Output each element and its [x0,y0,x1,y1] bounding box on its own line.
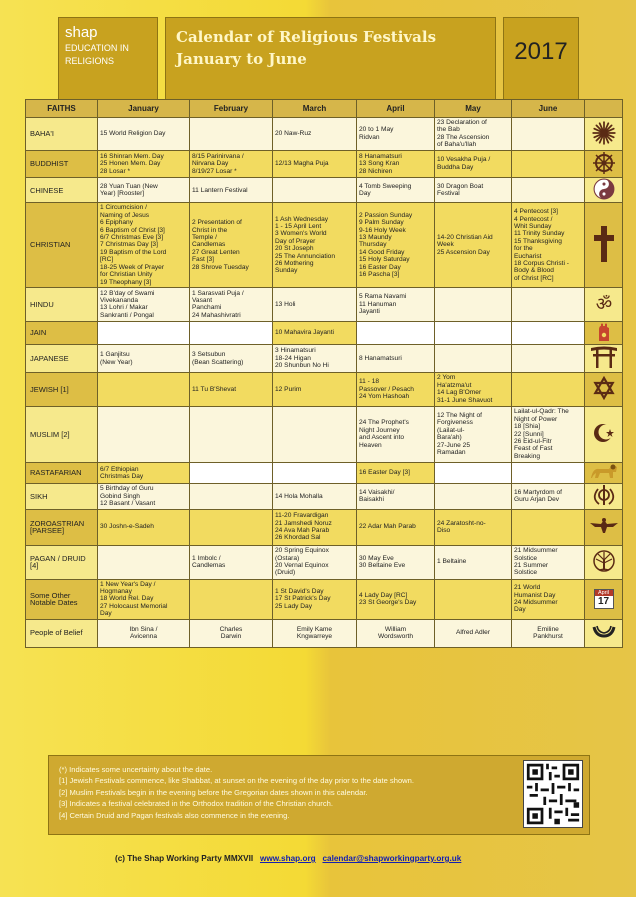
table-row [26,345,623,372]
festival-cell: 10 Mahavira Jayanti [273,321,357,344]
yin-yang-icon [585,178,623,203]
cross-icon [585,203,623,287]
col-header-january: January [98,100,190,118]
shap-logo [58,17,158,101]
star-of-david-icon [585,372,623,406]
festival-cell: 12 B'day of Swami Vivekananda 13 Lohri / Makar Sankranti / Pongal [98,287,190,321]
festival-cell: Emiline Pankhurst [512,619,585,647]
table-row [26,321,623,344]
table-row [26,619,623,647]
svg-text:ॐ: ॐ [595,294,612,315]
festival-cell: 5 Rama Navami 11 Hanuman Jayanti [357,287,435,321]
festival-cell: 8 Hanamatsuri 13 Song Kran 28 Nichiren [357,150,435,177]
note: [3] Indicates a festival celebrated in the Orthodox tradition of the Christian church. [59,799,333,809]
header-row [26,100,623,118]
festival-cell [273,406,357,462]
faith-name: RASTAFARIAN [26,462,98,483]
festival-cell: 20 Spring Equinox (Ostara) 20 Vernal Equinox (Druid) [273,545,357,579]
lion-icon [585,462,623,483]
festival-cell: 11 Lantern Festival [190,178,273,203]
calendar-month: April [595,590,613,596]
festival-cell: 1 Ganjitsu (New Year) [98,345,190,372]
festival-cell: 1 Circumcision / Naming of Jesus 6 Epiphany 6 Baptism of Christ [3] 6/7 Christmas Eve [3] 7 Christmas Day [3] 19 Baptism of the Lord [RC] 18-25 Week of Prayer for Christian Unity 19 Theophany [3] [98,203,190,287]
table-row [26,462,623,483]
festival-cell [435,287,512,321]
festival-table [25,99,623,648]
faith-name: MUSLIM [2] [26,406,98,462]
festival-cell [190,118,273,151]
festival-cell: 1 Beltaine [435,545,512,579]
festival-cell [98,372,190,406]
footer-credit: (c) The Shap Working Party MMXVII [115,854,254,863]
festival-cell [98,406,190,462]
page-title [165,17,496,101]
festival-cell: 4 Lady Day [RC] 23 St George's Day [357,579,435,619]
festival-cell [435,484,512,509]
festival-cell [98,321,190,344]
table-row [26,484,623,509]
festival-cell: 28 Yuan Tuan (New Year) [Rooster] [98,178,190,203]
festival-cell: 1 Sarasvati Puja / Vasant Panchami 24 Mahashivratri [190,287,273,321]
website-link[interactable]: www.shap.org [259,854,316,863]
faith-symbol [585,579,623,619]
festival-cell: 1 Ash Wednesday 1 - 15 April Lent 3 Women's World Day of Prayer 20 St Joseph 25 The Annunciation 26 Mothering Sunday [273,203,357,287]
festival-cell [512,345,585,372]
festival-cell: 5 Birthday of Guru Gobind Singh 12 Basant / Vasant [98,484,190,509]
festival-cell: 16 Easter Day [3] [357,462,435,483]
footer [115,854,585,863]
note: [2] Muslim Festivals begin in the evening before the Gregorian dates shown in this calendar. [59,787,368,797]
festival-cell: Alfred Adler [435,619,512,647]
col-header-february: February [190,100,273,118]
festival-cell [512,509,585,545]
festival-cell [435,579,512,619]
title-line-2: January to June [176,50,307,68]
hands-icon [585,619,623,647]
festival-cell [190,321,273,344]
festival-cell [357,321,435,344]
crescent-star-icon [585,406,623,462]
festival-cell [98,545,190,579]
faith-name: PAGAN / DRUID [4] [26,545,98,579]
festival-cell: 20 Naw-Ruz [273,118,357,151]
festival-cell: 6/7 Ethiopian Christmas Day [98,462,190,483]
festival-cell [512,118,585,151]
faith-name: JEWISH [1] [26,372,98,406]
festival-cell [190,462,273,483]
festival-cell: 16 Martyrdom of Guru Arjan Dev [512,484,585,509]
festival-cell [512,287,585,321]
festival-cell: 14 Hola Mohalla [273,484,357,509]
faith-name: CHRISTIAN [26,203,98,287]
festival-cell: 1 New Year's Day / Hogmanay 18 World Rel. Day 27 Holocaust Memorial Day [98,579,190,619]
col-header-faiths: FAITHS [26,100,98,118]
faith-name: JAIN [26,321,98,344]
festival-cell: 16 Shinran Mem. Day 25 Honen Mem. Day 28 Losar * [98,150,190,177]
festival-cell: 2 Presentation of Christ in the Temple / Candlemas 27 Great Lenten Fast [3] 28 Shrove Tuesday [190,203,273,287]
faith-name: ZOROASTRIAN [PARSEE] [26,509,98,545]
table-row [26,509,623,545]
festival-cell: 11 - 18 Passover / Pesach 24 Yom Hashoah [357,372,435,406]
festival-cell: 3 Setsubun (Bean Scattering) [190,345,273,372]
torii-gate-icon [585,345,623,372]
logo-name: shap [65,24,98,41]
faith-name: SIKH [26,484,98,509]
col-header-symbol [585,100,623,118]
star-icon [585,118,623,151]
email-link[interactable]: calendar@shapworkingparty.org.uk [322,854,462,863]
festival-cell [435,462,512,483]
festival-cell [435,345,512,372]
om-icon [585,287,623,321]
table-row [26,118,623,151]
dharma-wheel-icon [585,150,623,177]
festival-cell: Lailat-ul-Qadr: The Night of Power 18 [Shia] 22 [Sunni] 26 Eid-ul-Fitr Feast of Fast Breaking [512,406,585,462]
festival-cell: 15 World Religion Day [98,118,190,151]
festival-cell: 20 to 1 May Ridvan [357,118,435,151]
notes-box [48,755,590,835]
faith-name: People of Belief [26,619,98,647]
festival-cell [512,372,585,406]
logo-subtitle-1: EDUCATION IN [65,43,129,53]
faith-name: BUDDHIST [26,150,98,177]
note: [1] Jewish Festivals commence, like Shabbat, at sunset on the evening of the day prior to the date shown. [59,776,414,786]
logo-subtitle-2: RELIGIONS [65,56,115,66]
festival-cell: 4 Tomb Sweeping Day [357,178,435,203]
festival-cell: 2 Yom Ha'atzma'ut 14 Lag B'Omer 31-1 June Shavuot [435,372,512,406]
festival-cell [512,321,585,344]
festival-cell [435,321,512,344]
festival-cell: 11 Tu B'Shevat [190,372,273,406]
faravahar-icon [585,509,623,545]
col-header-may: May [435,100,512,118]
table-row [26,406,623,462]
festival-cell [190,509,273,545]
festival-cell: 8 Hanamatsuri [357,345,435,372]
festival-cell: 12 The Night of Forgiveness (Lailat-ul- Bara'ah) 27-June 25 Ramadan [435,406,512,462]
festival-cell: Ibn Sina / Avicenna [98,619,190,647]
festival-cell [273,178,357,203]
festival-cell: 22 Adar Mah Parab [357,509,435,545]
calendar-icon [594,589,614,609]
festival-cell [273,462,357,483]
festival-cell: 1 Imbolc / Candlemas [190,545,273,579]
festival-cell: 12 Purim [273,372,357,406]
table-row [26,203,623,287]
festival-cell [190,406,273,462]
festival-cell: 3 Hinamatsuri 18-24 Higan 20 Shunbun No Hi [273,345,357,372]
tree-icon [585,545,623,579]
festival-cell: 30 Joshn-e-Sadeh [98,509,190,545]
festival-cell [512,178,585,203]
festival-cell: 23 Declaration of the Bab 28 The Ascension of Baha'u'llah [435,118,512,151]
faith-name: BAHA'I [26,118,98,151]
table-row [26,150,623,177]
qr-code-icon [523,760,583,828]
note: [4] Certain Druid and Pagan festivals also commence in the evening. [59,810,290,820]
festival-cell [190,579,273,619]
note: (*) Indicates some uncertainty about the date. [59,765,213,774]
festival-cell: 24 Zaratosht-no- Diso [435,509,512,545]
festival-cell: 10 Vesakha Puja / Buddha Day [435,150,512,177]
festival-cell: 30 Dragon Boat Festival [435,178,512,203]
festival-cell: 14 Vaisakhi/ Baisakhi [357,484,435,509]
festival-cell: 24 The Prophet's Night Journey and Ascent into Heaven [357,406,435,462]
festival-cell: Charles Darwin [190,619,273,647]
festival-cell: 1 St David's Day 17 St Patrick's Day 25 Lady Day [273,579,357,619]
faith-name: Some Other Notable Dates [26,579,98,619]
table-row [26,178,623,203]
table-row [26,372,623,406]
festival-cell: 4 Pentecost [3] 4 Pentecost / Whit Sunday 11 Trinity Sunday 15 Thanksgiving for the Eucharist 18 Corpus Christi - Body & Blood of Christ [RC] [512,203,585,287]
calendar-day: 17 [597,596,610,608]
faith-name: JAPANESE [26,345,98,372]
khanda-icon [585,484,623,509]
table-body [26,118,623,648]
festival-cell: 21 Midsummer Solstice 21 Summer Solstice [512,545,585,579]
col-header-june: June [512,100,585,118]
festival-cell: 13 Holi [273,287,357,321]
festival-cell: 11-20 Fravardigan 21 Jamshedi Noruz 24 Ava Mah Parab 26 Khordad Sal [273,509,357,545]
festival-cell: 8/15 Parinirvana / Nirvana Day 8/19/27 Losar * [190,150,273,177]
faith-name: HINDU [26,287,98,321]
festival-cell: 2 Passion Sunday 9 Palm Sunday 9-16 Holy Week 13 Maundy Thursday 14 Good Friday 15 Holy Saturday 16 Easter Day 16 Pascha [3] [357,203,435,287]
festival-cell [512,462,585,483]
festival-cell: 30 May Eve 30 Beltaine Eve [357,545,435,579]
festival-cell: 21 World Humanist Day 24 Midsummer Day [512,579,585,619]
col-header-april: April [357,100,435,118]
festival-cell: 12/13 Magha Puja [273,150,357,177]
title-line-1: Calendar of Religious Festivals [176,28,437,46]
year-box: 2017 [503,17,579,101]
col-header-march: March [273,100,357,118]
faith-name: CHINESE [26,178,98,203]
festival-cell: 14-20 Christian Aid Week 25 Ascension Day [435,203,512,287]
festival-cell [190,484,273,509]
table-row [26,579,623,619]
table-row [26,287,623,321]
jain-hand-icon [585,321,623,344]
festival-cell [512,150,585,177]
table-row [26,545,623,579]
festival-cell: William Wordsworth [357,619,435,647]
festival-cell: Emily Kame Kngwarreye [273,619,357,647]
